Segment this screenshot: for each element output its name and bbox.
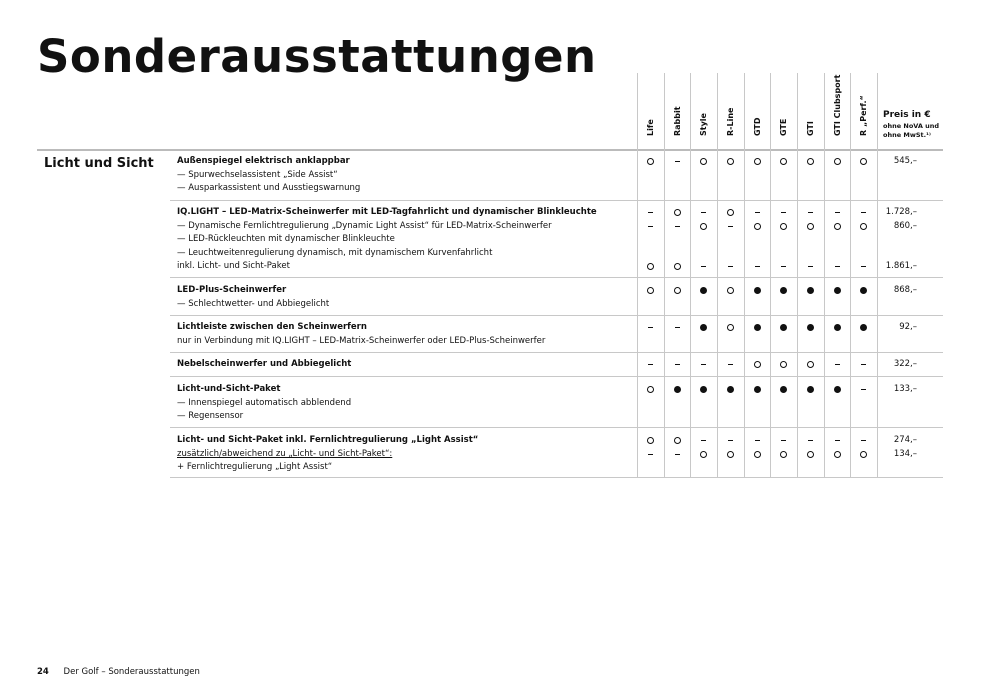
standard-dot-icon [780, 324, 787, 331]
unavailable-dash-icon [701, 364, 706, 365]
availability-dash [717, 358, 744, 371]
row-detail: + Fernlichtregulierung „Light Assist“ [177, 462, 333, 472]
availability-dash [824, 260, 851, 273]
availability-circle [690, 220, 717, 233]
optional-circle-icon [780, 451, 787, 458]
availability-circle [717, 284, 744, 297]
availability-dot [744, 321, 771, 334]
row-detail: — Regensensor [177, 411, 244, 421]
optional-circle-icon [834, 223, 841, 230]
standard-dot-icon [834, 386, 841, 393]
optional-circle-icon [727, 451, 734, 458]
page-title: Sonderausstattungen [37, 30, 597, 83]
standard-dot-icon [834, 287, 841, 294]
column-divider [690, 73, 691, 478]
column-header-label: Life [645, 119, 655, 136]
availability-dot [797, 321, 824, 334]
row-description [177, 206, 597, 274]
optional-circle-icon [700, 451, 707, 458]
column-header [717, 73, 744, 145]
availability-circle [797, 358, 824, 371]
availability-circle [770, 155, 797, 168]
availability-dash [744, 434, 771, 447]
optional-circle-icon [647, 263, 654, 270]
column-header-label: GTI Clubsport [832, 74, 842, 136]
column-header [824, 73, 851, 145]
availability-circle [717, 155, 744, 168]
unavailable-dash-icon [755, 266, 760, 267]
standard-dot-icon [780, 287, 787, 294]
availability-dash [824, 206, 851, 219]
optional-circle-icon [754, 361, 761, 368]
standard-dot-icon [860, 324, 867, 331]
availability-dash [637, 206, 664, 219]
unavailable-dash-icon [701, 212, 706, 213]
unavailable-dash-icon [835, 364, 840, 365]
row-title: Licht- und Sicht-Paket inkl. Fernlichtregulierung „Light Assist“ [177, 435, 479, 445]
availability-dash [690, 434, 717, 447]
column-header [770, 73, 797, 145]
column-header-label: R „Perf.“ [858, 95, 868, 136]
availability-dash [797, 260, 824, 273]
optional-circle-icon [780, 158, 787, 165]
standard-dot-icon [754, 287, 761, 294]
row-detail: — Schlechtwetter- und Abbiegelicht [177, 298, 330, 309]
optional-circle-icon [754, 451, 761, 458]
availability-dash [797, 434, 824, 447]
availability-circle [717, 321, 744, 334]
unavailable-dash-icon [648, 226, 653, 227]
unavailable-dash-icon [781, 266, 786, 267]
column-divider [664, 73, 665, 478]
optional-circle-icon [674, 209, 681, 216]
optional-circle-icon [860, 223, 867, 230]
unavailable-dash-icon [701, 440, 706, 441]
availability-circle [744, 220, 771, 233]
row-description [177, 358, 351, 372]
optional-circle-icon [860, 451, 867, 458]
optional-circle-icon [647, 437, 654, 444]
optional-circle-icon [674, 287, 681, 294]
availability-dash [770, 434, 797, 447]
availability-dash [850, 383, 877, 396]
availability-dash [850, 434, 877, 447]
availability-circle [690, 448, 717, 461]
availability-dash [770, 260, 797, 273]
availability-dash [690, 260, 717, 273]
availability-circle [637, 434, 664, 447]
column-header-label: GTD [752, 117, 762, 136]
optional-circle-icon [807, 361, 814, 368]
row-description [177, 434, 478, 475]
row-detail: — LED-Rückleuchten mit dynamischer Blinkleuchte [177, 234, 395, 244]
column-header [744, 73, 771, 145]
row-description [177, 155, 360, 196]
row-detail: — Ausparkassistent und Ausstiegswarnung [177, 183, 361, 193]
row-detail: inkl. Licht- und Sicht-Paket [177, 261, 290, 271]
unavailable-dash-icon [835, 212, 840, 213]
price-value: 1.728,– [885, 207, 917, 217]
availability-dash [824, 358, 851, 371]
unavailable-dash-icon [675, 454, 680, 455]
section-label: Licht und Sicht [44, 156, 154, 171]
availability-dot [744, 383, 771, 396]
unavailable-dash-icon [648, 454, 653, 455]
row-title: Außenspiegel elektrisch anklappbar [177, 156, 350, 166]
availability-circle [637, 284, 664, 297]
standard-dot-icon [700, 386, 707, 393]
availability-circle [850, 220, 877, 233]
availability-circle [664, 206, 691, 219]
unavailable-dash-icon [728, 266, 733, 267]
availability-circle [744, 155, 771, 168]
column-header-label: GTI [805, 121, 815, 136]
column-header [637, 73, 664, 145]
availability-circle [770, 448, 797, 461]
availability-dash [690, 206, 717, 219]
row-title: Nebelscheinwerfer und Abbiegelicht [177, 359, 352, 369]
column-divider [850, 73, 851, 478]
availability-dash [717, 260, 744, 273]
standard-dot-icon [834, 324, 841, 331]
availability-circle [797, 155, 824, 168]
availability-circle [717, 448, 744, 461]
availability-dash [664, 220, 691, 233]
column-header-label: GTE [778, 118, 788, 136]
optional-circle-icon [834, 451, 841, 458]
availability-dash [637, 321, 664, 334]
row-detail: nur in Verbindung mit IQ.LIGHT – LED-Matrix-Scheinwerfer oder LED-Plus-Scheinwerfer [177, 335, 546, 346]
availability-dash [850, 206, 877, 219]
optional-circle-icon [700, 158, 707, 165]
column-header [664, 73, 691, 145]
availability-circle [717, 206, 744, 219]
unavailable-dash-icon [648, 212, 653, 213]
row-detail: zusätzlich/abweichend zu „Licht- und Sicht-Paket“: [177, 448, 393, 459]
price-value: 322,– [893, 359, 917, 369]
availability-dot [770, 321, 797, 334]
optional-circle-icon [780, 223, 787, 230]
row-description [177, 321, 545, 348]
standard-dot-icon [674, 386, 681, 393]
availability-dash [664, 358, 691, 371]
row-title: IQ.LIGHT – LED-Matrix-Scheinwerfer mit LED-Tagfahrlicht und dynamischer Blinkleuchte [177, 207, 597, 217]
standard-dot-icon [754, 386, 761, 393]
optional-circle-icon [727, 324, 734, 331]
availability-dot [850, 321, 877, 334]
optional-circle-icon [674, 263, 681, 270]
unavailable-dash-icon [675, 364, 680, 365]
optional-circle-icon [647, 386, 654, 393]
availability-dot [824, 383, 851, 396]
column-header-label: Style [698, 113, 708, 136]
column-header-label: R-Line [725, 107, 735, 136]
availability-dot [797, 284, 824, 297]
availability-circle [744, 358, 771, 371]
price-value: 133,– [893, 384, 917, 394]
unavailable-dash-icon [648, 327, 653, 328]
row-description [177, 284, 329, 311]
availability-dot [690, 383, 717, 396]
column-divider [770, 73, 771, 478]
row-detail: — Spurwechselassistent „Side Assist“ [177, 169, 338, 180]
price-value: 545,– [893, 156, 917, 166]
unavailable-dash-icon [861, 266, 866, 267]
unavailable-dash-icon [861, 364, 866, 365]
row-detail: — Innenspiegel automatisch abblendend [177, 397, 352, 408]
unavailable-dash-icon [835, 440, 840, 441]
price-value: 868,– [893, 285, 917, 295]
availability-dash [770, 206, 797, 219]
unavailable-dash-icon [808, 266, 813, 267]
availability-dot [770, 284, 797, 297]
standard-dot-icon [780, 386, 787, 393]
availability-circle [797, 448, 824, 461]
availability-circle [637, 260, 664, 273]
column-header [690, 73, 717, 145]
optional-circle-icon [727, 287, 734, 294]
availability-dash [850, 358, 877, 371]
availability-circle [824, 448, 851, 461]
unavailable-dash-icon [861, 440, 866, 441]
availability-dash [744, 260, 771, 273]
row-detail: — Dynamische Fernlichtregulierung „Dynamic Light Assist“ für LED-Matrix-Scheinwerfer [177, 220, 552, 231]
optional-circle-icon [647, 287, 654, 294]
standard-dot-icon [807, 324, 814, 331]
price-value: 274,– [893, 435, 917, 445]
unavailable-dash-icon [755, 440, 760, 441]
price-value: 860,– [893, 220, 917, 231]
availability-dash [637, 448, 664, 461]
availability-circle [664, 260, 691, 273]
row-description [177, 383, 351, 424]
availability-dot [664, 383, 691, 396]
unavailable-dash-icon [808, 212, 813, 213]
availability-dot [797, 383, 824, 396]
availability-dot [824, 284, 851, 297]
availability-dot [744, 284, 771, 297]
column-divider [637, 73, 638, 478]
optional-circle-icon [834, 158, 841, 165]
price-value: 92,– [899, 322, 917, 332]
availability-dash [850, 260, 877, 273]
standard-dot-icon [700, 287, 707, 294]
availability-circle [637, 383, 664, 396]
availability-circle [637, 155, 664, 168]
availability-dash [824, 434, 851, 447]
column-header-label: Rabbit [672, 106, 682, 136]
standard-dot-icon [754, 324, 761, 331]
unavailable-dash-icon [648, 364, 653, 365]
availability-circle [797, 220, 824, 233]
row-detail: — Leuchtweitenregulierung dynamisch, mit dynamischem Kurvenfahrlicht [177, 247, 493, 258]
availability-dot [824, 321, 851, 334]
unavailable-dash-icon [835, 266, 840, 267]
standard-dot-icon [727, 386, 734, 393]
unavailable-dash-icon [728, 364, 733, 365]
column-divider [717, 73, 718, 478]
column-divider [744, 73, 745, 478]
optional-circle-icon [754, 223, 761, 230]
standard-dot-icon [860, 287, 867, 294]
standard-dot-icon [700, 324, 707, 331]
availability-dot [690, 284, 717, 297]
price-value: 1.861,– [885, 261, 917, 271]
availability-circle [664, 434, 691, 447]
availability-dash [637, 358, 664, 371]
availability-dash [664, 448, 691, 461]
optional-circle-icon [647, 158, 654, 165]
availability-circle [824, 155, 851, 168]
column-divider [824, 73, 825, 478]
unavailable-dash-icon [675, 327, 680, 328]
unavailable-dash-icon [781, 440, 786, 441]
unavailable-dash-icon [861, 389, 866, 390]
availability-dash [797, 206, 824, 219]
availability-dot [770, 383, 797, 396]
price-header [883, 110, 939, 140]
availability-dash [664, 155, 691, 168]
unavailable-dash-icon [728, 226, 733, 227]
optional-circle-icon [860, 158, 867, 165]
availability-circle [744, 448, 771, 461]
availability-circle [850, 448, 877, 461]
optional-circle-icon [727, 209, 734, 216]
availability-dash [744, 206, 771, 219]
unavailable-dash-icon [861, 212, 866, 213]
optional-circle-icon [727, 158, 734, 165]
row-title: Licht-und-Sicht-Paket [177, 384, 281, 394]
unavailable-dash-icon [675, 161, 680, 162]
unavailable-dash-icon [755, 212, 760, 213]
optional-circle-icon [674, 437, 681, 444]
optional-circle-icon [780, 361, 787, 368]
availability-circle [824, 220, 851, 233]
column-header [797, 73, 824, 145]
availability-dash [637, 220, 664, 233]
availability-circle [770, 220, 797, 233]
unavailable-dash-icon [675, 226, 680, 227]
standard-dot-icon [807, 287, 814, 294]
unavailable-dash-icon [701, 266, 706, 267]
row-title: LED-Plus-Scheinwerfer [177, 285, 287, 295]
availability-dash [717, 220, 744, 233]
footer-text: Der Golf – Sonderausstattungen [63, 667, 200, 677]
price-header-note-1: ohne NoVA und [883, 122, 940, 130]
availability-circle [690, 155, 717, 168]
unavailable-dash-icon [781, 212, 786, 213]
availability-dot [690, 321, 717, 334]
availability-dot [717, 383, 744, 396]
optional-circle-icon [700, 223, 707, 230]
availability-dot [850, 284, 877, 297]
optional-circle-icon [754, 158, 761, 165]
price-value: 134,– [893, 448, 917, 459]
optional-circle-icon [807, 223, 814, 230]
unavailable-dash-icon [808, 440, 813, 441]
availability-dash [664, 321, 691, 334]
price-header-note-2: ohne MwSt.¹⁾ [883, 131, 931, 139]
row-title: Lichtleiste zwischen den Scheinwerfern [177, 322, 367, 332]
availability-circle [770, 358, 797, 371]
column-divider [877, 73, 878, 478]
optional-circle-icon [807, 158, 814, 165]
standard-dot-icon [807, 386, 814, 393]
availability-circle [850, 155, 877, 168]
price-header-title: Preis in € [883, 110, 931, 120]
optional-circle-icon [807, 451, 814, 458]
page-number: 24 [37, 667, 49, 677]
column-header [850, 73, 877, 145]
unavailable-dash-icon [728, 440, 733, 441]
column-divider [797, 73, 798, 478]
availability-dash [717, 434, 744, 447]
availability-circle [664, 284, 691, 297]
page-footer [37, 667, 200, 677]
availability-dash [690, 358, 717, 371]
